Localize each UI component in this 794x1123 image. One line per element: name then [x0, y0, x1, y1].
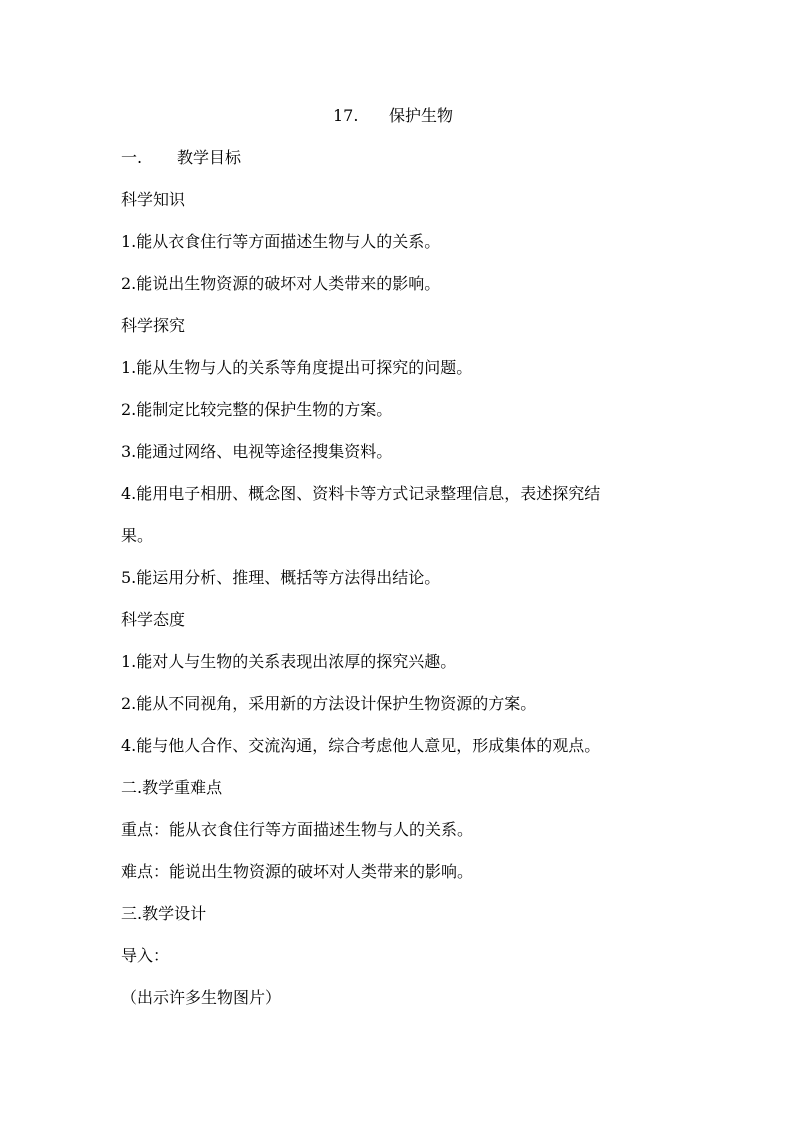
section2-heading: 二.教学重难点: [121, 778, 223, 797]
section3-heading: 三.教学设计: [121, 904, 207, 923]
knowledge-item-2: 2.能说出生物资源的破坏对人类带来的影响。: [121, 274, 441, 293]
title-text: 保护生物: [389, 106, 454, 125]
section1-number: 一.: [121, 148, 143, 167]
inquiry-item-3: 3.能通过网络、电视等途径搜集资料。: [121, 442, 393, 461]
attitude-item-2: 2.能从不同视角，采用新的方法设计保护生物资源的方案。: [121, 694, 537, 713]
attitude-item-4: 4.能与他人合作、交流沟通，综合考虑他人意见，形成集体的观点。: [121, 736, 601, 755]
inquiry-item-4: 4.能用电子相册、概念图、资料卡等方式记录整理信息，表述探究结: [121, 484, 601, 503]
title-number: 17.: [333, 106, 359, 125]
key-point: 重点：能从衣食住行等方面描述生物与人的关系。: [121, 820, 474, 839]
inquiry-heading: 科学探究: [121, 316, 186, 335]
inquiry-item-2: 2.能制定比较完整的保护生物的方案。: [121, 400, 393, 419]
difficult-point: 难点：能说出生物资源的破坏对人类带来的影响。: [121, 862, 474, 881]
inquiry-item-4-continued: 果。: [121, 526, 154, 545]
section1-text: 教学目标: [177, 148, 242, 167]
intro-label: 导入：: [121, 946, 170, 965]
inquiry-item-5: 5.能运用分析、推理、概括等方法得出结论。: [121, 568, 441, 587]
intro-note: （出示许多生物图片）: [121, 988, 282, 1007]
section1-heading: [121, 148, 241, 168]
page-title: [333, 106, 453, 126]
knowledge-heading: 科学知识: [121, 190, 186, 209]
knowledge-item-1: 1.能从衣食住行等方面描述生物与人的关系。: [121, 232, 441, 251]
attitude-item-1: 1.能对人与生物的关系表现出浓厚的探究兴趣。: [121, 652, 457, 671]
attitude-heading: 科学态度: [121, 610, 186, 629]
inquiry-item-1: 1.能从生物与人的关系等角度提出可探究的问题。: [121, 358, 473, 377]
